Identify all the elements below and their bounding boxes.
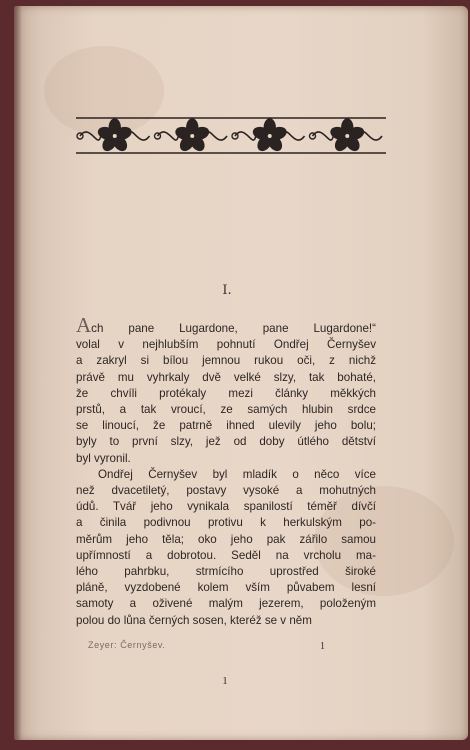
floral-border-icon: [76, 116, 386, 156]
text-line-rest: ch pane Lugardone, pane Lugardone!“: [91, 322, 376, 335]
text-line: a zakryl si bílou jemnou rukou oči, z nichž: [76, 354, 376, 368]
signature-mark: Zeyer: Černyšev.: [88, 640, 166, 650]
text-line: pláně, vyzdobené kolem vším půvabem lesní: [76, 581, 376, 595]
text-line: volal v nejhlubším pohnutí Ondřej Černyšev: [76, 338, 376, 352]
drop-cap: A: [76, 313, 92, 337]
text-line: údů. Tvář jeho vynikala spanilostí téměř dívčí: [76, 500, 376, 514]
text-line: měrům jeho těla; oko jeho pak zářilo samou: [76, 532, 376, 546]
text-line: a činila podivnou protivu k herkulským po-: [76, 516, 376, 530]
text-line: že chvíli protékaly mezi články měkkých: [76, 386, 376, 400]
text-line: polou do lůna černých sosen, kteréž se v něm: [76, 613, 312, 627]
text-line: Ondřej Černyšev byl mladík o něco více: [98, 467, 376, 481]
text-line: [76, 313, 376, 337]
paragraph-2: [76, 467, 376, 629]
chapter-heading: I.: [222, 283, 232, 298]
paragraph-1: [76, 313, 376, 467]
spine-shadow: [14, 6, 22, 740]
page-number: 1: [222, 675, 228, 687]
body-text: [76, 313, 376, 629]
sheet-number: 1: [320, 641, 325, 652]
text-line: byly to první slzy, jež od doby útlého dětství: [76, 435, 376, 449]
text-line: právě mu vyhrkaly dvě velké slzy, tak bohaté,: [76, 370, 376, 384]
text-line: se linoucí, že patrně ihned ulevily jeho bolu;: [76, 419, 376, 433]
text-line: byl vyronil.: [76, 451, 131, 465]
text-line: samoty a oživené malým jezerem, položeným: [76, 597, 376, 611]
text-line: upřímností a dobrotou. Seděl na vrcholu ma-: [76, 548, 376, 562]
text-line: prstů, a tak vroucí, ze samých hlubin srdce: [76, 403, 376, 417]
text-line: než dvacetiletý, postavy vysoké a mohutných: [76, 484, 376, 498]
text-line: lého pahrbku, strmícího uprostřed široké: [76, 565, 376, 579]
